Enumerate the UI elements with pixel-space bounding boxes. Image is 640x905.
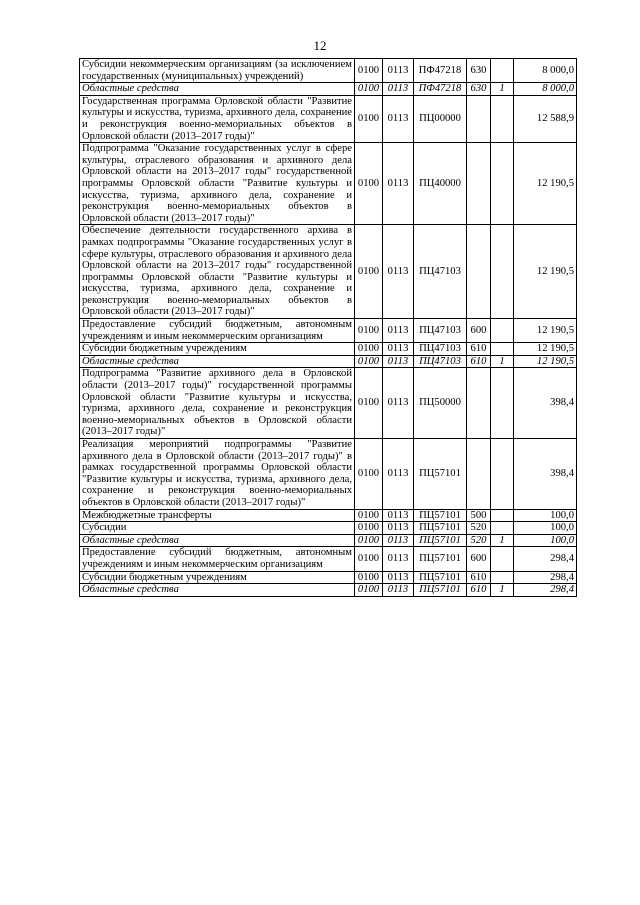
subsection-code-cell: 0113	[383, 534, 414, 547]
subsection-code-cell: 0113	[383, 439, 414, 510]
expense-type-cell: 600	[467, 547, 491, 571]
amount-cell: 298,4	[514, 571, 577, 584]
amount-cell: 100,0	[514, 509, 577, 522]
row-name-cell: Подпрограмма "Развитие архивного дела в Орловской области (2013–2017 годы)" государственной программы Орловской области "Развитие культуры и искусства, туризма, архивного дела, сохранение и реконструкция военно-мемориальных объектов в Орловской области (2013–2017 годы)"	[80, 368, 355, 439]
funding-source-cell	[491, 522, 514, 535]
expense-type-cell: 500	[467, 509, 491, 522]
section-code-cell: 0100	[355, 547, 383, 571]
target-article-cell: ПЦ57101	[414, 547, 467, 571]
section-code-cell: 0100	[355, 509, 383, 522]
subsection-code-cell: 0113	[383, 95, 414, 142]
subsection-code-cell: 0113	[383, 571, 414, 584]
table-row	[80, 522, 577, 535]
table-row	[80, 319, 577, 343]
section-code-cell: 0100	[355, 584, 383, 597]
amount-cell: 12 588,9	[514, 95, 577, 142]
row-name-cell: Областные средства	[80, 584, 355, 597]
amount-cell: 100,0	[514, 534, 577, 547]
section-code-cell: 0100	[355, 143, 383, 225]
target-article-cell: ПФ47218	[414, 59, 467, 83]
subsection-code-cell: 0113	[383, 225, 414, 319]
funding-source-cell: 1	[491, 355, 514, 368]
section-code-cell: 0100	[355, 95, 383, 142]
row-name-cell: Предоставление субсидий бюджетным, автономным учреждениям и иным некоммерческим организациям	[80, 547, 355, 571]
section-code-cell: 0100	[355, 59, 383, 83]
expense-type-cell: 600	[467, 319, 491, 343]
row-name-cell: Межбюджетные трансферты	[80, 509, 355, 522]
row-name-cell: Подпрограмма "Оказание государственных услуг в сфере культуры, отраслевого образования и архивного дела Орловской области на 2013–2017 годы" государственной программы Орловской области "Развитие культуры и искусства, туризма, архивного дела, сохранение и реконструкция военно-мемориальных объектов в Орловской области (2013–2017 годы)"	[80, 143, 355, 225]
row-name-cell: Субсидии бюджетным учреждениям	[80, 343, 355, 356]
target-article-cell: ПЦ57101	[414, 534, 467, 547]
subsection-code-cell: 0113	[383, 83, 414, 96]
table-row	[80, 534, 577, 547]
expense-type-cell	[467, 439, 491, 510]
target-article-cell: ПЦ47103	[414, 319, 467, 343]
amount-cell: 12 190,5	[514, 343, 577, 356]
subsection-code-cell: 0113	[383, 59, 414, 83]
funding-source-cell	[491, 439, 514, 510]
section-code-cell: 0100	[355, 319, 383, 343]
subsection-code-cell: 0113	[383, 547, 414, 571]
row-name-cell: Областные средства	[80, 355, 355, 368]
expense-type-cell: 520	[467, 534, 491, 547]
section-code-cell: 0100	[355, 343, 383, 356]
amount-cell: 398,4	[514, 368, 577, 439]
funding-source-cell	[491, 547, 514, 571]
row-name-cell: Предоставление субсидий бюджетным, автономным учреждениям и иным некоммерческим организациям	[80, 319, 355, 343]
table-row	[80, 547, 577, 571]
funding-source-cell	[491, 225, 514, 319]
amount-cell: 8 000,0	[514, 83, 577, 96]
subsection-code-cell: 0113	[383, 343, 414, 356]
section-code-cell: 0100	[355, 225, 383, 319]
amount-cell: 298,4	[514, 584, 577, 597]
expense-type-cell: 610	[467, 343, 491, 356]
row-name-cell: Субсидии бюджетным учреждениям	[80, 571, 355, 584]
expense-type-cell: 520	[467, 522, 491, 535]
expense-type-cell	[467, 225, 491, 319]
amount-cell: 100,0	[514, 522, 577, 535]
table-row	[80, 571, 577, 584]
section-code-cell: 0100	[355, 522, 383, 535]
target-article-cell: ПЦ47103	[414, 343, 467, 356]
target-article-cell: ПЦ50000	[414, 368, 467, 439]
amount-cell: 398,4	[514, 439, 577, 510]
budget-table	[79, 58, 577, 597]
funding-source-cell: 1	[491, 83, 514, 96]
row-name-cell: Обеспечение деятельности государственного архива в рамках подпрограммы "Оказание государственных услуг в сфере культуры, отраслевого образования и архивного дела Орловской области на 2013–2017 годы" государственной программы Орловской области "Развитие культуры и искусства, туризма, архивного дела, сохранение и реконструкция военно-мемориальных объектов в Орловской области (2013–2017 годы)"	[80, 225, 355, 319]
funding-source-cell	[491, 143, 514, 225]
target-article-cell: ПЦ57101	[414, 584, 467, 597]
expense-type-cell: 610	[467, 355, 491, 368]
table-row	[80, 509, 577, 522]
subsection-code-cell: 0113	[383, 584, 414, 597]
expense-type-cell: 610	[467, 571, 491, 584]
funding-source-cell	[491, 319, 514, 343]
table-row	[80, 368, 577, 439]
expense-type-cell	[467, 368, 491, 439]
target-article-cell: ПЦ57101	[414, 509, 467, 522]
budget-table-body	[80, 59, 577, 597]
amount-cell: 12 190,5	[514, 143, 577, 225]
funding-source-cell	[491, 509, 514, 522]
subsection-code-cell: 0113	[383, 355, 414, 368]
expense-type-cell	[467, 95, 491, 142]
row-name-cell: Реализация мероприятий подпрограммы "Развитие архивного дела в Орловской области (2013–2017 годы)" в рамках государственной программы Орловской области "Развитие культуры и искусства, туризма, архивного дела, сохранение и реконструкция военно-мемориальных объектов в Орловской области (2013–2017 годы)"	[80, 439, 355, 510]
funding-source-cell	[491, 59, 514, 83]
table-row	[80, 143, 577, 225]
section-code-cell: 0100	[355, 368, 383, 439]
funding-source-cell: 1	[491, 584, 514, 597]
target-article-cell: ПФ47218	[414, 83, 467, 96]
target-article-cell: ПЦ57101	[414, 571, 467, 584]
funding-source-cell	[491, 368, 514, 439]
funding-source-cell	[491, 95, 514, 142]
table-row	[80, 225, 577, 319]
table-row	[80, 355, 577, 368]
page-number: 12	[313, 38, 327, 53]
amount-cell: 12 190,5	[514, 319, 577, 343]
row-name-cell: Субсидии некоммерческим организациям (за исключением государственных (муниципальных) учреждений)	[80, 59, 355, 83]
subsection-code-cell: 0113	[383, 368, 414, 439]
amount-cell: 12 190,5	[514, 355, 577, 368]
expense-type-cell: 610	[467, 584, 491, 597]
section-code-cell: 0100	[355, 355, 383, 368]
target-article-cell: ПЦ47103	[414, 355, 467, 368]
table-row	[80, 439, 577, 510]
funding-source-cell	[491, 571, 514, 584]
table-row	[80, 584, 577, 597]
table-row	[80, 95, 577, 142]
subsection-code-cell: 0113	[383, 522, 414, 535]
expense-type-cell	[467, 143, 491, 225]
target-article-cell: ПЦ00000	[414, 95, 467, 142]
section-code-cell: 0100	[355, 439, 383, 510]
target-article-cell: ПЦ57101	[414, 439, 467, 510]
expense-type-cell: 630	[467, 83, 491, 96]
row-name-cell: Областные средства	[80, 83, 355, 96]
table-row	[80, 59, 577, 83]
section-code-cell: 0100	[355, 83, 383, 96]
subsection-code-cell: 0113	[383, 143, 414, 225]
target-article-cell: ПЦ47103	[414, 225, 467, 319]
subsection-code-cell: 0113	[383, 319, 414, 343]
amount-cell: 8 000,0	[514, 59, 577, 83]
target-article-cell: ПЦ40000	[414, 143, 467, 225]
row-name-cell: Областные средства	[80, 534, 355, 547]
table-row	[80, 83, 577, 96]
subsection-code-cell: 0113	[383, 509, 414, 522]
section-code-cell: 0100	[355, 534, 383, 547]
row-name-cell: Субсидии	[80, 522, 355, 535]
amount-cell: 298,4	[514, 547, 577, 571]
funding-source-cell	[491, 343, 514, 356]
expense-type-cell: 630	[467, 59, 491, 83]
table-row	[80, 343, 577, 356]
row-name-cell: Государственная программа Орловской области "Развитие культуры и искусства, туризма, архивного дела, сохранение и реконструкция военно-мемориальных объектов в Орловской области (2013–2017 годы)"	[80, 95, 355, 142]
target-article-cell: ПЦ57101	[414, 522, 467, 535]
section-code-cell: 0100	[355, 571, 383, 584]
funding-source-cell: 1	[491, 534, 514, 547]
amount-cell: 12 190,5	[514, 225, 577, 319]
